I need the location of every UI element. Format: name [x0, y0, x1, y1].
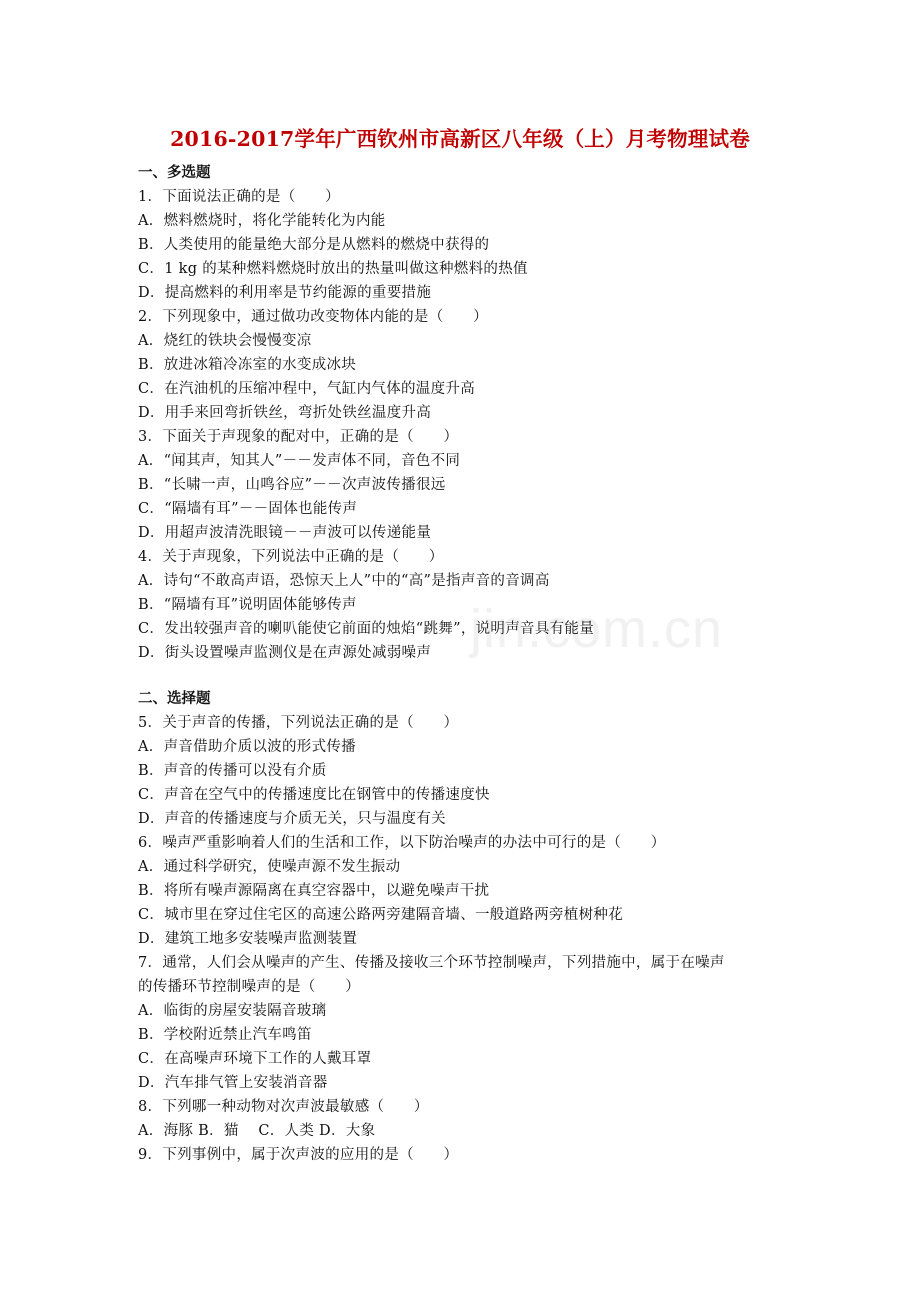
question-2-option-b: B．放进冰箱冷冻室的水变成冰块	[138, 357, 357, 373]
question-1-option-a: A．燃料燃烧时，将化学能转化为内能	[138, 213, 386, 229]
question-2-option-c: C．在汽油机的压缩冲程中，气缸内气体的温度升高	[138, 381, 475, 397]
question-5-option-b: B．声音的传播可以没有介质	[138, 763, 327, 779]
question-3-option-b: B．“长啸一声，山鸣谷应”－－次声波传播很远	[138, 477, 446, 493]
question-5-option-c: C．声音在空气中的传播速度比在钢管中的传播速度快	[138, 787, 490, 803]
question-8-stem: 8．下列哪一种动物对次声波最敏感（ ）	[138, 1099, 429, 1115]
question-4-option-d: D．街头设置噪声监测仪是在声源处减弱噪声	[138, 645, 432, 661]
question-7-option-c: C．在高噪声环境下工作的人戴耳罩	[138, 1051, 372, 1067]
question-4-option-c: C．发出较强声音的喇叭能使它前面的烛焰“跳舞”，说明声音具有能量	[138, 621, 595, 637]
question-2-option-a: A．烧红的铁块会慢慢变凉	[138, 333, 312, 349]
question-5-option-d: D．声音的传播速度与介质无关，只与温度有关	[138, 811, 446, 827]
question-6-option-a: A．通过科学研究，使噪声源不发生振动	[138, 859, 401, 875]
question-4-option-b: B．“隔墙有耳”说明固体能够传声	[138, 597, 357, 613]
page-title: 2016-2017学年广西钦州市高新区八年级（上）月考物理试卷	[170, 127, 750, 151]
question-2-option-d: D．用手来回弯折铁丝，弯折处铁丝温度升高	[138, 405, 432, 421]
question-7-stem-line-2: 的传播环节控制噪声的是（ ）	[138, 979, 360, 995]
question-7-stem-line-1: 7．通常，人们会从噪声的产生、传播及接收三个环节控制噪声，下列措施中，属于在噪声	[138, 955, 725, 971]
question-7-option-b: B．学校附近禁止汽车鸣笛	[138, 1027, 312, 1043]
question-5-option-a: A．声音借助介质以波的形式传播	[138, 739, 356, 755]
question-1-option-b: B．人类使用的能量绝大部分是从燃料的燃烧中获得的	[138, 237, 490, 253]
question-6-option-c: C．城市里在穿过住宅区的高速公路两旁建隔音墙、一般道路两旁植树种花	[138, 907, 623, 923]
question-1-stem: 1．下面说法正确的是（ ）	[138, 189, 340, 205]
question-6-option-b: B．将所有噪声源隔离在真空容器中，以避免噪声干扰	[138, 883, 490, 899]
section-heading-choice: 二、选择题	[138, 690, 211, 707]
question-4-option-a: A．诗句“不敢高声语，恐惊天上人”中的“高”是指声音的音调高	[138, 573, 550, 589]
question-2-stem: 2．下列现象中，通过做功改变物体内能的是（ ）	[138, 309, 488, 325]
question-5-stem: 5．关于声音的传播，下列说法正确的是（ ）	[138, 715, 459, 731]
question-9-stem: 9．下列事例中，属于次声波的应用的是（ ）	[138, 1147, 459, 1163]
question-7-option-d: D．汽车排气管上安装消音器	[138, 1075, 328, 1091]
question-3-option-a: A．“闻其声，知其人”－－发声体不同，音色不同	[138, 453, 461, 469]
section-heading-multiple-choice: 一、多选题	[138, 164, 211, 181]
section-gap	[138, 665, 788, 687]
question-1-option-d: D．提高燃料的利用率是节约能源的重要措施	[138, 285, 432, 301]
question-8-options: A．海豚 B．猫 C．人类 D．大象	[138, 1123, 376, 1139]
question-3-option-c: C．“隔墙有耳”－－固体也能传声	[138, 501, 358, 517]
question-4-stem: 4．关于声现象，下列说法中正确的是（ ）	[138, 549, 444, 565]
watermark: jin.com.cn	[470, 599, 724, 659]
question-7-option-a: A．临街的房屋安装隔音玻璃	[138, 1003, 327, 1019]
question-1-option-c: C．1 kg 的某种燃料燃烧时放出的热量叫做这种燃料的热值	[138, 261, 528, 277]
question-6-option-d: D．建筑工地多安装噪声监测装置	[138, 931, 358, 947]
question-6-stem: 6．噪声严重影响着人们的生活和工作，以下防治噪声的办法中可行的是（ ）	[138, 835, 666, 851]
question-3-stem: 3．下面关于声现象的配对中，正确的是（ ）	[138, 429, 459, 445]
question-3-option-d: D．用超声波清洗眼镜－－声波可以传递能量	[138, 525, 432, 541]
question-list	[138, 161, 788, 1167]
